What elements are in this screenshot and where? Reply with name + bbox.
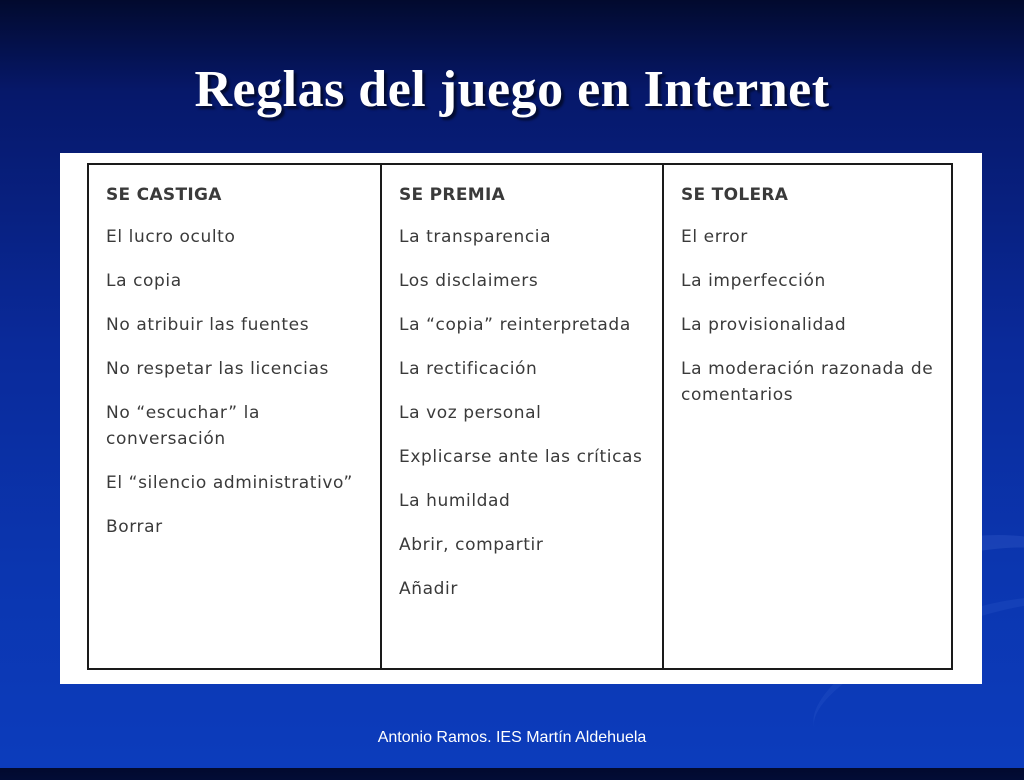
table-panel xyxy=(60,153,982,684)
list-item: La moderación razonada de comentarios xyxy=(681,359,934,405)
list-item: Añadir xyxy=(399,579,458,599)
column-se-premia xyxy=(380,165,662,668)
column-header: SE PREMIA xyxy=(399,185,506,205)
column-se-tolera xyxy=(662,165,951,668)
rules-table xyxy=(87,163,953,670)
column-header: SE TOLERA xyxy=(681,185,789,205)
list-item: La voz personal xyxy=(399,403,542,423)
list-item: No atribuir las fuentes xyxy=(106,315,310,335)
list-item: La copia xyxy=(106,271,182,291)
list-item: No “escuchar” la conversación xyxy=(106,403,260,449)
column-header: SE CASTIGA xyxy=(106,185,222,205)
list-item: La humildad xyxy=(399,491,511,511)
list-item: El error xyxy=(681,227,748,247)
list-item: Explicarse ante las críticas xyxy=(399,447,643,467)
list-item: La transparencia xyxy=(399,227,552,247)
column-se-castiga xyxy=(89,165,380,668)
list-item: El lucro oculto xyxy=(106,227,236,247)
list-item: El “silencio administrativo” xyxy=(106,473,353,493)
list-item: Los disclaimers xyxy=(399,271,539,291)
slide-footer: Antonio Ramos. IES Martín Aldehuela xyxy=(377,729,647,746)
list-item: Borrar xyxy=(106,517,163,537)
list-item: Abrir, compartir xyxy=(399,535,544,555)
list-item: No respetar las licencias xyxy=(106,359,329,379)
list-item: La “copia” reinterpretada xyxy=(399,315,631,335)
list-item: La rectificación xyxy=(399,359,538,379)
list-item: La provisionalidad xyxy=(681,315,847,335)
slide-title: Reglas del juego en Internet xyxy=(194,61,830,118)
list-item: La imperfección xyxy=(681,271,826,291)
